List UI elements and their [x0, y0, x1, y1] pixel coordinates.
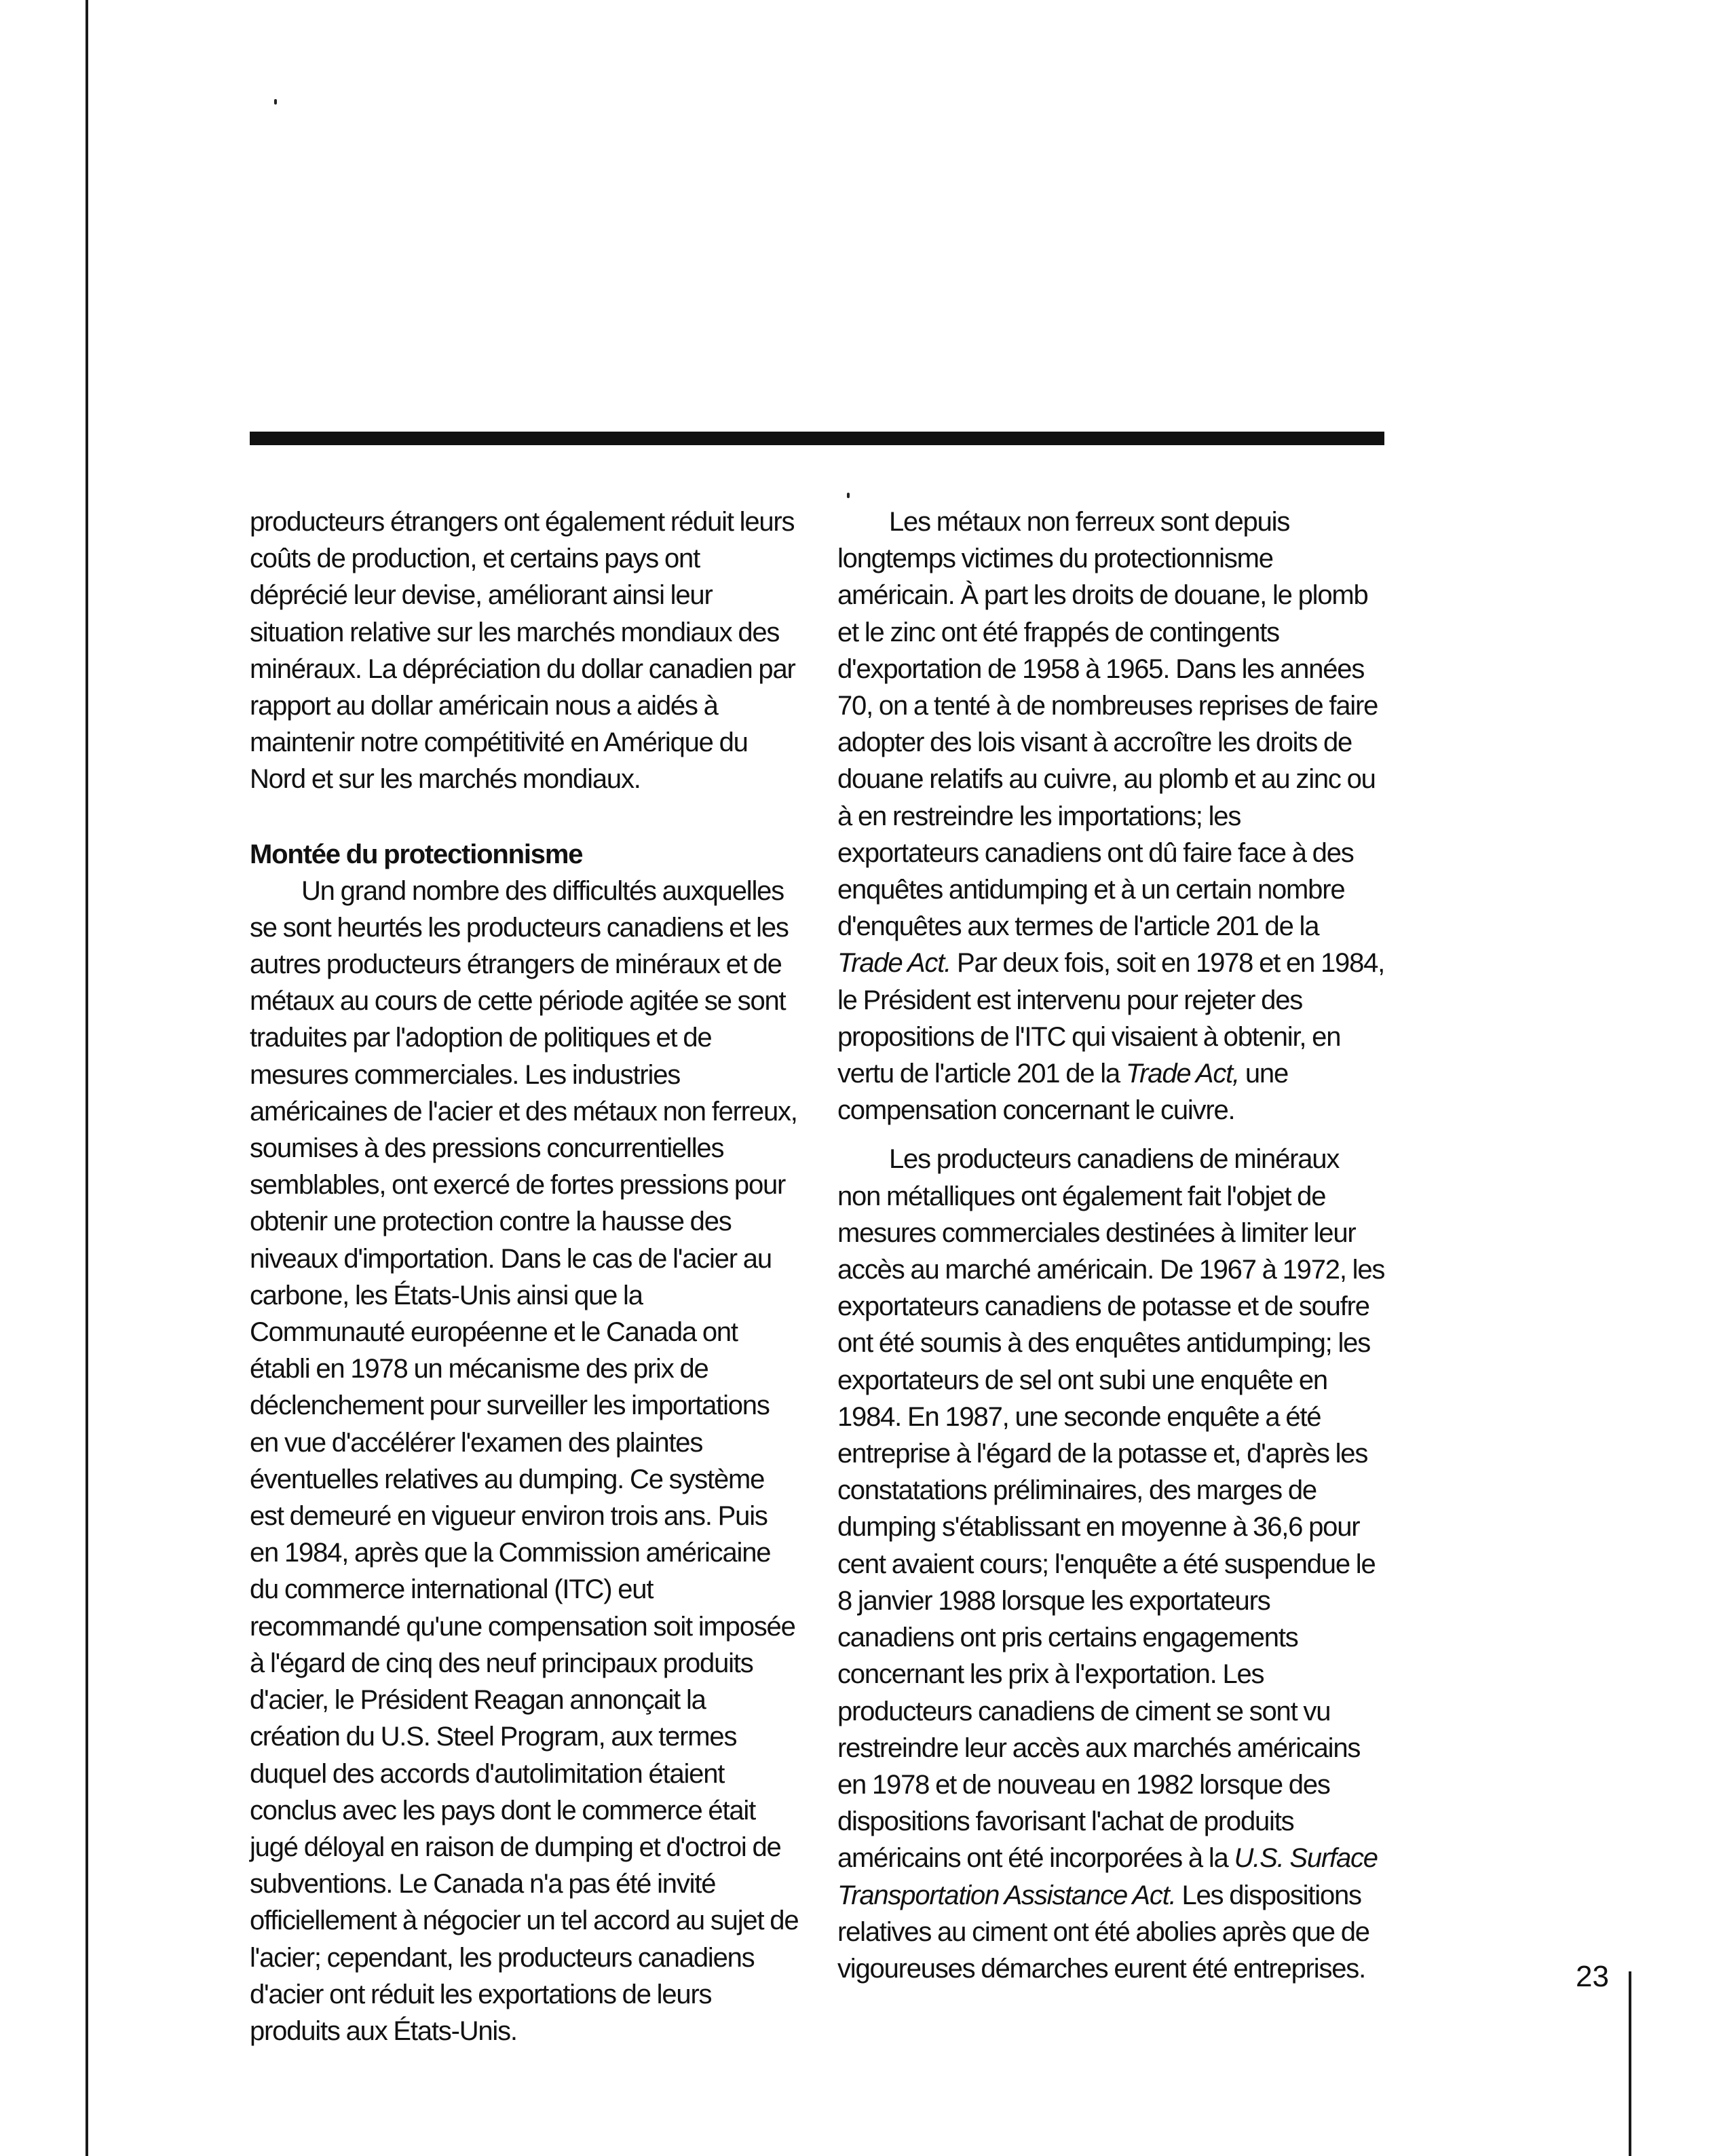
right-paragraph-2: [837, 1141, 1387, 1987]
law-title: Trade Act.: [837, 948, 951, 979]
left-column: [250, 504, 799, 2049]
header-rule: [250, 432, 1384, 445]
left-paragraph-1: producteurs étrangers ont également réduit leurs coûts de production, et certains pays ont déprécié leur devise, améliorant ainsi leur situation relative sur les marchés mondiaux des minéraux. La dépréciation du dollar canadien par rapport au dollar américain nous a aidés à maintenir notre compétitivité en Amérique du Nord et sur les marchés mondiaux.: [250, 507, 795, 795]
text-run: Par deux fois, soit en 1978 et en 1984, le Président est intervenu pour rejeter des propositions de l'ITC qui visaient à obtenir, en vertu de l'article 201 de la: [837, 948, 1385, 1089]
scan-speck: [274, 99, 277, 105]
scan-edge-left: [86, 0, 88, 2156]
right-paragraph-1: [837, 504, 1387, 1129]
text-run: Les dispositions relatives au ciment ont été abolies après que de vigoureuses démarches eurent été entreprises.: [837, 1880, 1369, 1984]
page-number: 23: [1576, 1960, 1609, 1993]
scan-speck: [847, 493, 850, 498]
law-title: Trade Act,: [1125, 1059, 1239, 1089]
law-title: U.S. Surface Transportation Assistance Act.: [837, 1843, 1378, 1910]
scan-edge-right: [1629, 1971, 1631, 2156]
right-column: [837, 504, 1387, 1987]
text-run: une compensation concernant le cuivre.: [837, 1059, 1289, 1126]
text-run: Les producteurs canadiens de minéraux non métalliques ont également fait l'objet de mesures commerciales destinées à limiter leur accès au marché américain. De 1967 à 1972, les exportateurs canadiens de potasse et de soufre ont été soumis à des enquêtes antidumping; les exportateurs de sel ont subi une enquête en 1984. En 1987, une seconde enquête a été entreprise à l'égard de la potasse et, d'après les constatations préliminaires, des marges de dumping s'établissant en moyenne à 36,6 pour cent avaient cours; l'enquête a été suspendue le 8 janvier 1988 lorsque les exportateurs canadiens ont pris certains engagements concernant les prix à l'exportation. Les producteurs canadiens de ciment se sont vu restreindre leur accès aux marchés américains en 1978 et de nouveau en 1982 lorsque des dispositions favorisant l'achat de produits américains ont été incorporées à la: [837, 1144, 1385, 1874]
left-paragraph-2: Un grand nombre des difficultés auxquelles se sont heurtés les producteurs canadiens et les autres producteurs étrangers de minéraux et de métaux au cours de cette période agitée se sont traduites par l'adoption de politiques et de mesures commerciales. Les industries américaines de l'acier et des métaux non ferreux, soumises à des pressions concurrentielles semblables, ont exercé de fortes pressions pour obtenir une protection contre la hausse des niveaux d'importation. Dans le cas de l'acier au carbone, les États-Unis ainsi que la Communauté européenne et le Canada ont établi en 1978 un mécanisme des prix de déclenchement pour surveiller les importations en vue d'accélérer l'examen des plaintes éventuelles relatives au dumping. Ce système est demeuré en vigueur environ trois ans. Puis en 1984, après que la Commission américaine du commerce international (ITC) eut recommandé qu'une compensation soit imposée à l'égard de cinq des neuf principaux produits d'acier, le Président Reagan annonçait la création du U.S. Steel Program, aux termes duquel des accords d'autolimitation étaient conclus avec les pays dont le commerce était jugé déloyal en raison de dumping et d'octroi de subventions. Le Canada n'a pas été invité officiellement à négocier un tel accord au sujet de l'acier; cependant, les producteurs canadiens d'acier ont réduit les exportations de leurs produits aux États-Unis.: [250, 875, 799, 2046]
section-heading: Montée du protectionnisme: [250, 839, 583, 869]
text-run: Les métaux non ferreux sont depuis longtemps victimes du protectionnisme américain. À part les droits de douane, le plomb et le zinc ont été frappés de contingents d'exportation de 1958 à 1965. Dans les années 70, on a tenté à de nombreuses reprises de faire adopter des lois visant à accroître les droits de douane relatifs au cuivre, au plomb et au zinc ou à en restreindre les importations; les exportateurs canadiens ont dû faire face à des enquêtes antidumping et à un certain nombre d'enquêtes aux termes de l'article 201 de la: [837, 507, 1378, 942]
